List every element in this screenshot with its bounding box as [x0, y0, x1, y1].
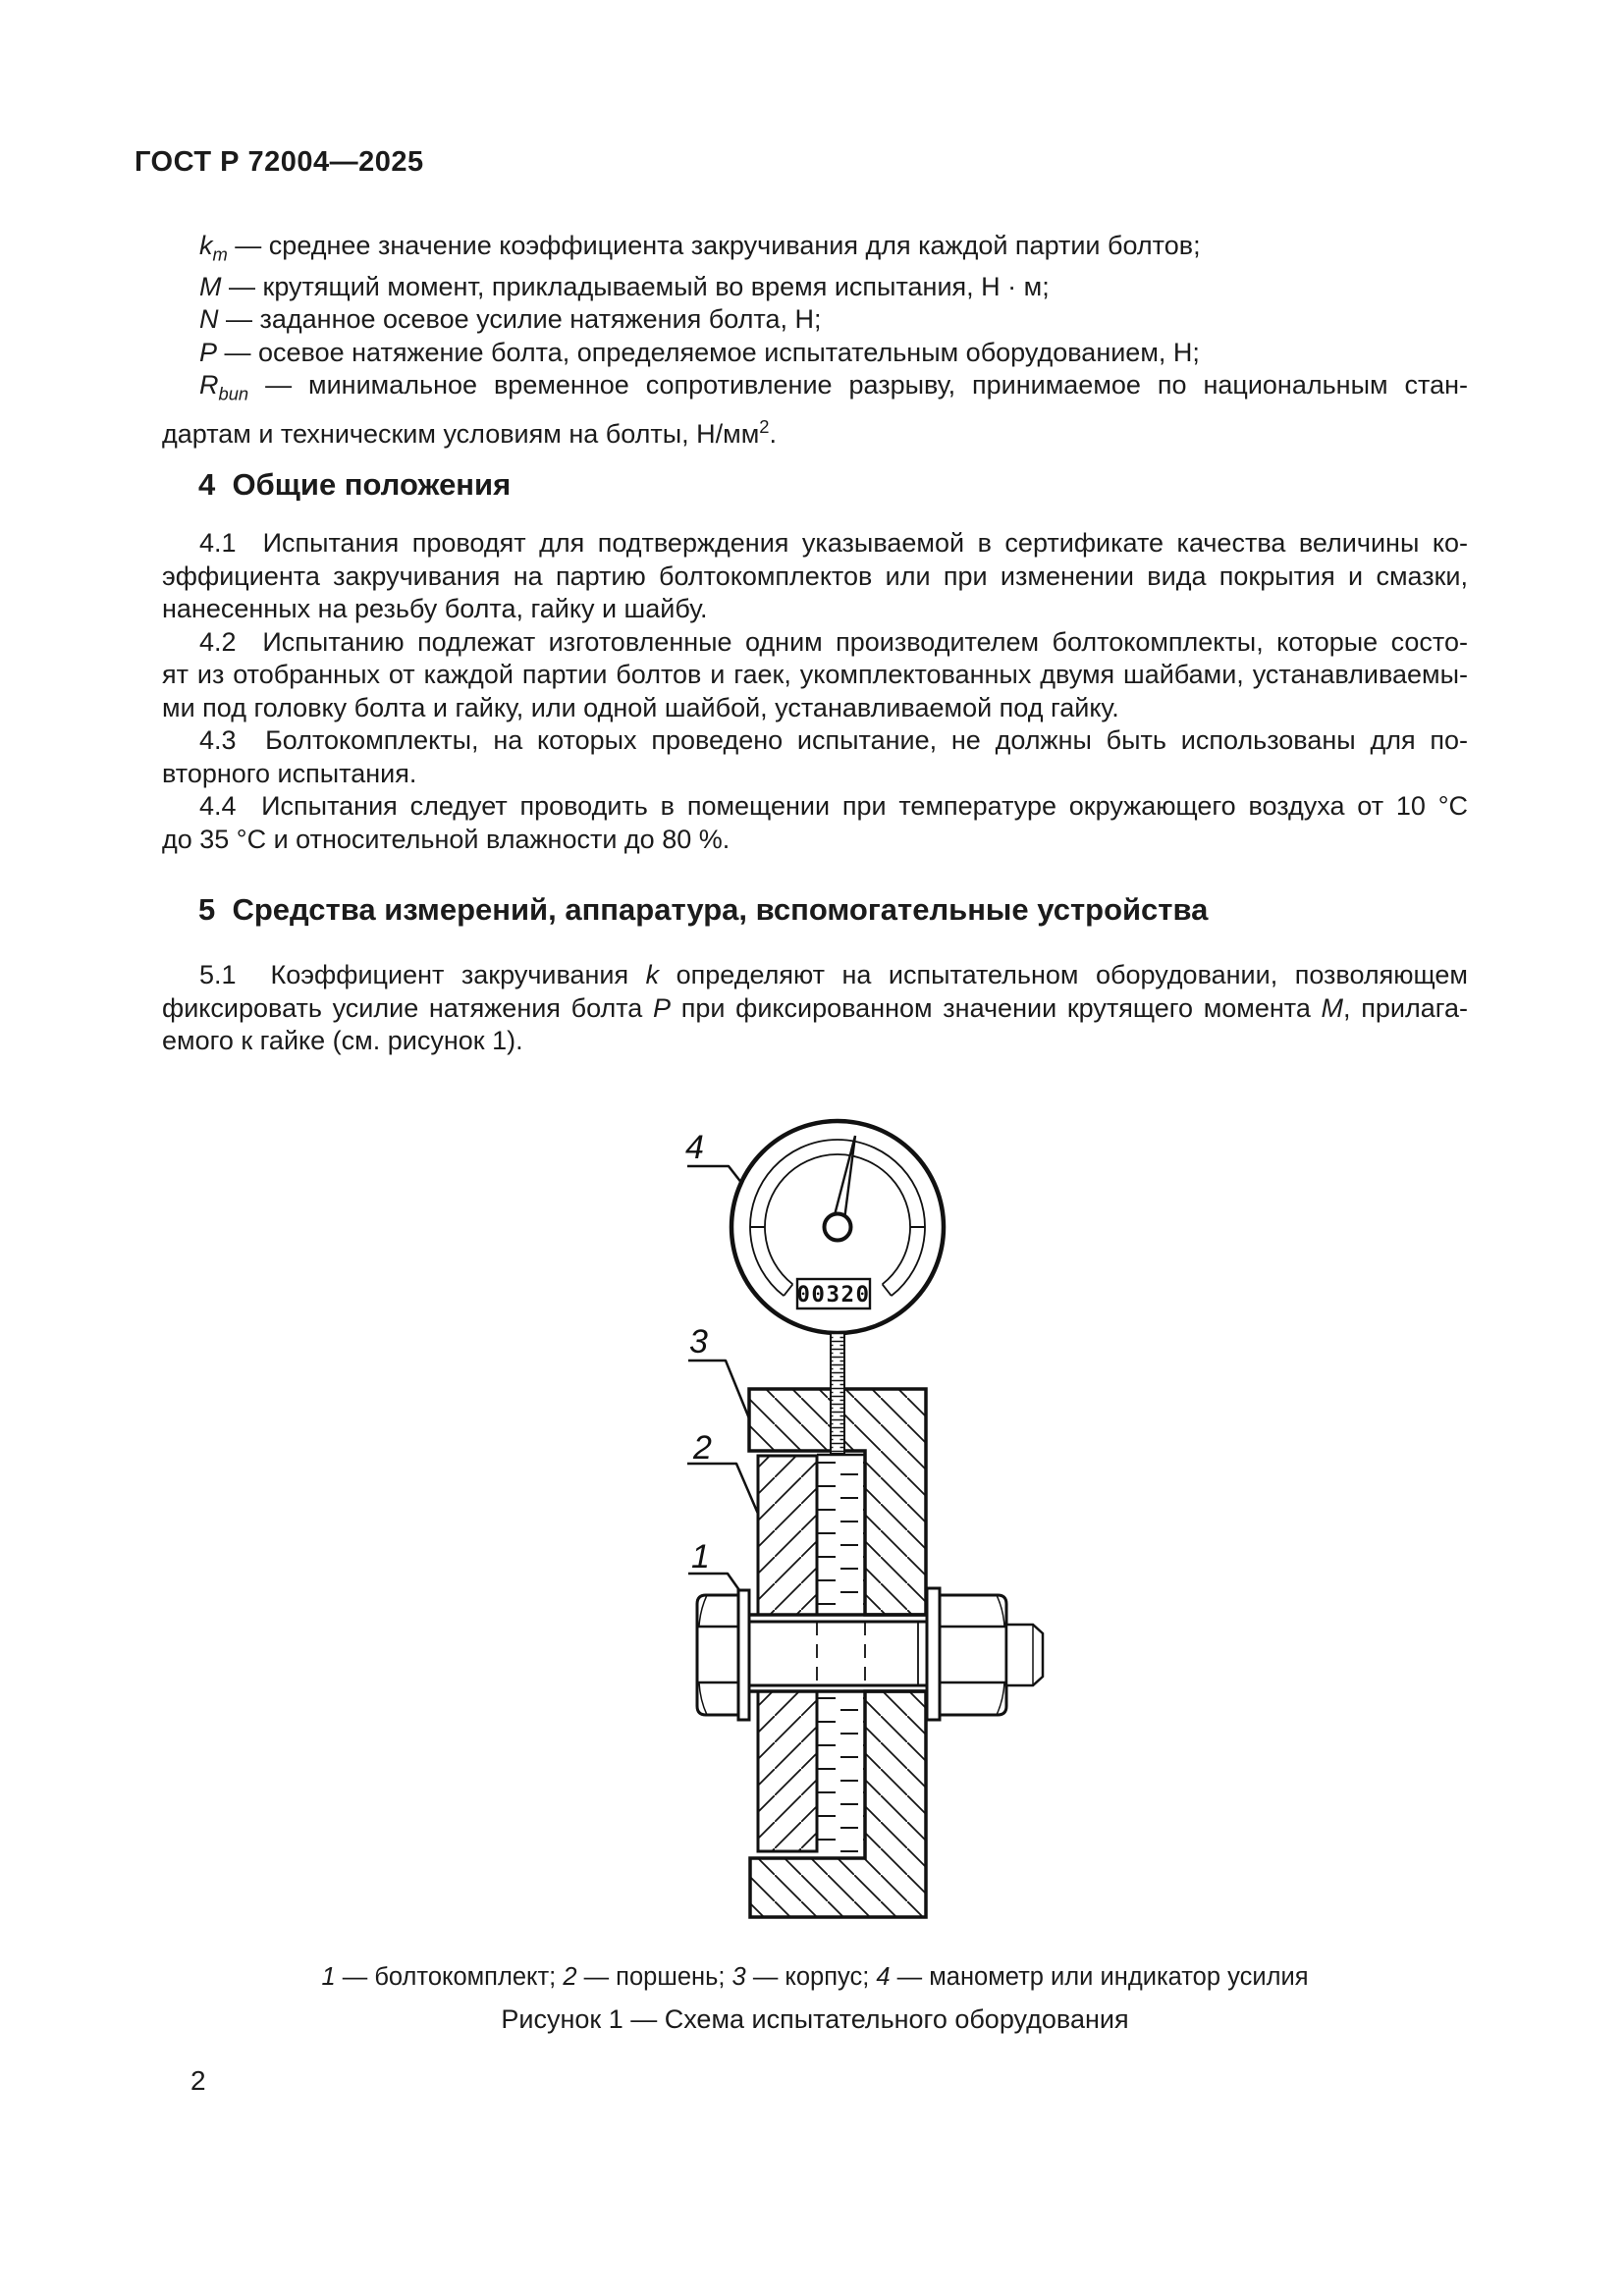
text-line: емого к гайке (см. рисунок 1). — [162, 1026, 523, 1055]
test-equipment-schematic — [589, 1080, 1129, 1963]
definitions-block — [162, 230, 1468, 452]
section-5-heading: 5 Средства измерений, аппаратура, вспомогательные устройства — [198, 892, 1209, 927]
standard-number-header: ГОСТ Р 72004—2025 — [135, 146, 424, 178]
text-line: 4.3 Болтокомплекты, на которых проведено испытание, не должны быть использованы для по- — [199, 725, 1468, 755]
text-line: $k_m$ — среднее значение коэффициента закручивания для каждой партии болтов; — [199, 231, 1201, 265]
bolt-shank — [749, 1622, 927, 1685]
text-line: до 35 °С и относительной влажности до 80 %. — [162, 824, 731, 854]
text-line: нанесенных на резьбу болта, гайку и шайбу. — [162, 594, 708, 623]
pressure-gauge — [731, 1121, 944, 1333]
washer-left — [738, 1590, 749, 1720]
text-line: N — заданное осевое усилие натяжения болта, Н; — [199, 304, 822, 335]
washer-right — [927, 1588, 940, 1720]
leader-line-1 — [688, 1574, 739, 1590]
text-line: P — осевое натяжение болта, определяемое испытательным оборудованием, Н; — [199, 337, 1200, 367]
digital-readout-value: 00320 — [796, 1282, 871, 1308]
piston-upper — [758, 1456, 817, 1615]
text-line: дартам и техническим условиям на болты, $Н/мм^2$. — [162, 416, 778, 450]
nut — [940, 1595, 1006, 1715]
figure-caption: Рисунок 1 — Схема испытательного оборудования — [501, 2004, 1129, 2034]
text-line: ми под головку болта и гайку, или одной шайбой, устанавливаемой под гайку. — [162, 692, 1119, 722]
text-line: 5.1 Коэффициент закручивания k определяют на испытательном оборудовании, позволяющем — [199, 960, 1468, 989]
piston-lower — [758, 1691, 817, 1851]
section-5-body — [162, 959, 1468, 1058]
text-line: эффициента закручивания на партию болтокомплектов или при изменении вида покрытия и смазки, — [162, 561, 1468, 591]
text-line: M — крутящий момент, прикладываемый во время испытания, Н · м; — [199, 271, 1050, 301]
text-line: $R_{bun}$ — минимальное временное сопротивление разрыву, принимаемое по национальным стан- — [199, 370, 1468, 404]
page-number: 2 — [190, 2065, 206, 2096]
text-line: вторного испытания. — [162, 758, 417, 788]
callout-3: 3 — [689, 1323, 708, 1361]
leader-line-2 — [687, 1464, 758, 1514]
text-line: 4.2 Испытанию подлежат изготовленные одним производителем болтокомплекты, которые состо- — [199, 626, 1468, 657]
figure-1-diagram — [589, 1080, 1129, 1963]
section-4-body — [162, 527, 1468, 856]
section-4-heading: 4 Общие положения — [198, 467, 512, 502]
text-line: 4.1 Испытания проводят для подтверждения указываемой в сертификате качества величины ко- — [199, 528, 1468, 558]
text-line: ят из отобранных от каждой партии болтов и гаек, укомплектованных двумя шайбами, устанавливаемы- — [162, 660, 1468, 689]
bolt-thread-end — [1006, 1625, 1043, 1685]
text-line: 4.4 Испытания следует проводить в помещении при температуре окружающего воздуха от 10 °С — [199, 791, 1468, 821]
bolt-head — [697, 1595, 738, 1715]
callout-2: 2 — [693, 1429, 712, 1467]
text-line: фиксировать усилие натяжения болта P при фиксированном значении крутящего момента M, прилага- — [162, 992, 1468, 1023]
gauge-stem — [831, 1333, 844, 1454]
leader-line-3 — [688, 1361, 749, 1418]
figure-legend: 1 — болтокомплект; 2 — поршень; 3 — корпус; 4 — манометр или индикатор усилия — [321, 1963, 1309, 1991]
gauge-hub — [825, 1214, 851, 1241]
callout-1: 1 — [691, 1538, 710, 1575]
callout-4: 4 — [685, 1129, 704, 1166]
leader-line-4 — [687, 1166, 742, 1184]
